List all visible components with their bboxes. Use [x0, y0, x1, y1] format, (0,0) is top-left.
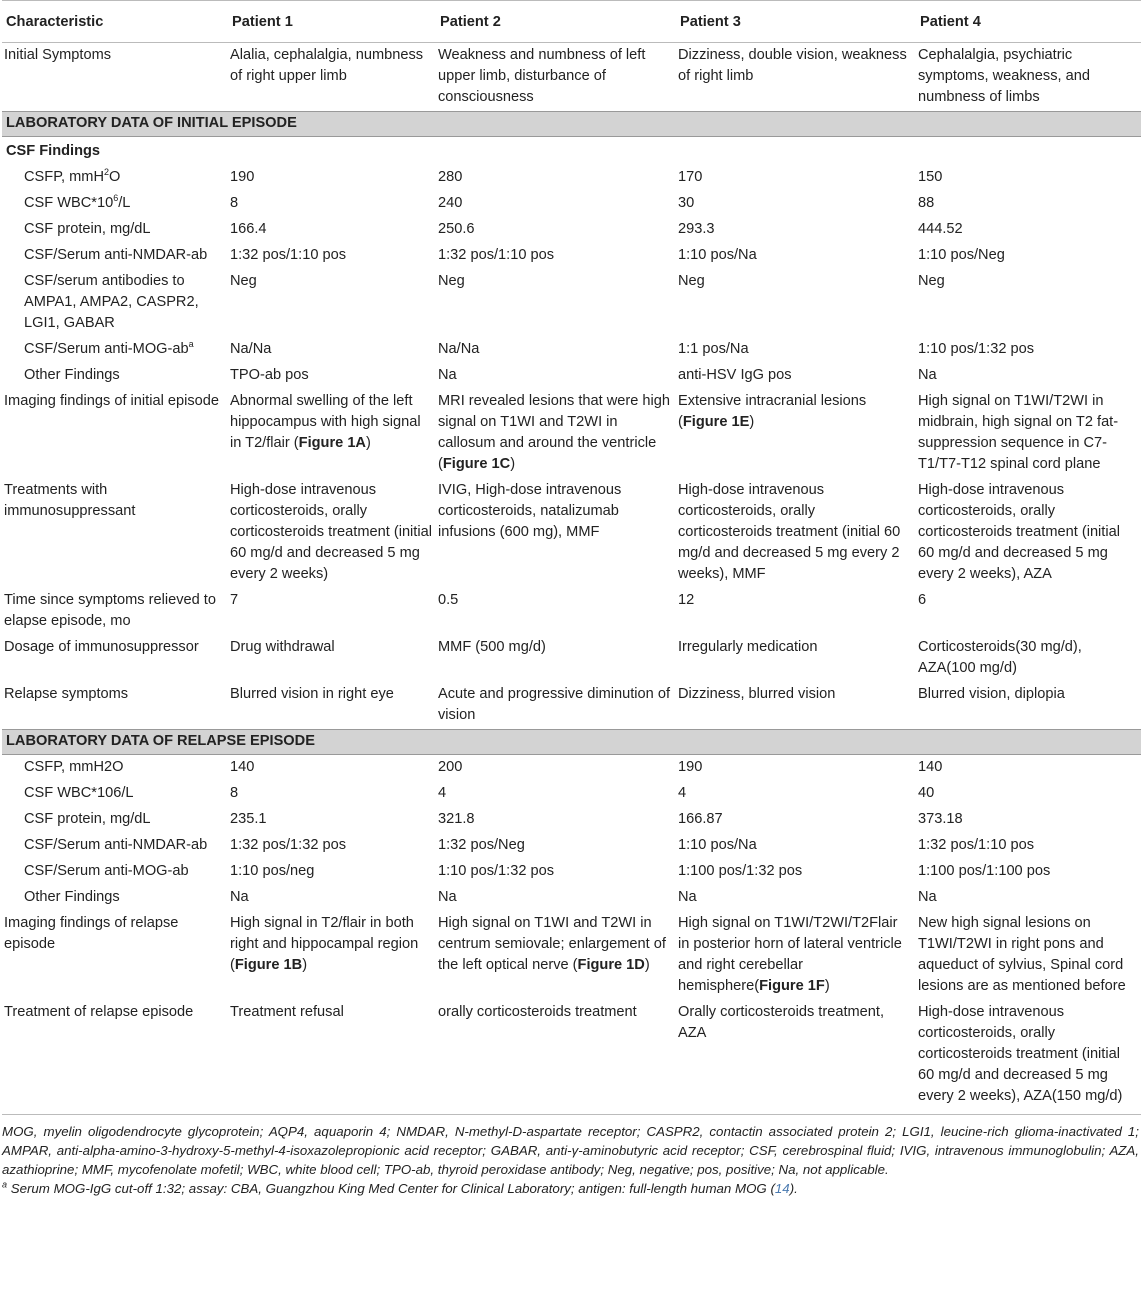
- table-cell: 12: [678, 592, 695, 608]
- table-cell: Alalia, cephalalgia, numbness of right upper limb: [230, 47, 424, 84]
- table-cell: [676, 911, 916, 1000]
- table-cell: Dizziness, double vision, weakness of right limb: [678, 47, 907, 84]
- row-label: CSF protein, mg/dL: [24, 221, 151, 237]
- table-cell: 1:1 pos/Na: [678, 341, 749, 357]
- table-cell: IVIG, High-dose intravenous corticosteroids, natalizumab infusions (600 mg), MMF: [438, 482, 622, 540]
- reference-link[interactable]: 14: [774, 1181, 790, 1196]
- row-label: [2, 191, 228, 217]
- section-header-initial: [2, 112, 1141, 137]
- table-row: [2, 1000, 1141, 1115]
- table-row: [2, 43, 1141, 112]
- label-text: /L: [118, 195, 131, 211]
- table-cell: Acute and progressive diminution of vision: [438, 686, 671, 723]
- table-row: [2, 682, 1141, 730]
- table-cell: 280: [438, 169, 463, 185]
- row-label: Other Findings: [24, 889, 120, 905]
- table-cell: High-dose intravenous corticosteroids, orally corticosteroids treatment (initial 60 mg/d and decreased 5 mg every 2 weeks): [230, 482, 432, 582]
- table-cell: 40: [918, 785, 935, 801]
- table-row: [2, 243, 1141, 269]
- cell-text: Abnormal swelling of the left hippocampus with high signal in T2/flair (: [230, 393, 421, 451]
- row-label: Imaging findings of initial episode: [4, 393, 219, 409]
- table-cell: 200: [438, 759, 463, 775]
- table-cell: 1:10 pos/Na: [678, 837, 757, 853]
- figure-reference: Figure 1C: [442, 456, 511, 472]
- table-row: [2, 911, 1141, 1000]
- table-cell: Na: [438, 367, 457, 383]
- table-row: [2, 635, 1141, 682]
- table-cell: 150: [918, 169, 943, 185]
- label-text: O: [109, 169, 121, 185]
- table-cell: Na: [438, 889, 457, 905]
- table-row: [2, 389, 1141, 478]
- table-cell: Corticosteroids(30 mg/d), AZA(100 mg/d): [918, 639, 1082, 676]
- row-label: Treatment of relapse episode: [2, 1000, 228, 1115]
- table-cell: 1:10 pos/1:32 pos: [438, 863, 555, 879]
- table-cell: Na/Na: [230, 341, 272, 357]
- cell-text: High signal on T1WI and T2WI in centrum semiovale; enlargement of the left optical nerve (: [438, 915, 666, 973]
- row-label: CSF/serum antibodies to AMPA1, AMPA2, CASPR2, LGI1, GABAR: [24, 273, 199, 331]
- table-cell: 1:10 pos/Na: [678, 247, 757, 263]
- table-cell: 1:32 pos/1:10 pos: [438, 247, 555, 263]
- table-cell: Dizziness, blurred vision: [678, 686, 836, 702]
- footnote-a-end: ).: [789, 1181, 798, 1196]
- table-cell: 166.4: [230, 221, 267, 237]
- label-superscript: a: [188, 339, 194, 350]
- row-label: [2, 165, 228, 191]
- table-row: [2, 269, 1141, 337]
- table-cell: 4: [678, 785, 687, 801]
- table-row: [2, 165, 1141, 191]
- table-row: [2, 588, 1141, 635]
- table-cell: Na: [918, 367, 937, 383]
- table-cell: [436, 389, 676, 478]
- table-cell: Na: [230, 889, 249, 905]
- table-cell: High-dose intravenous corticosteroids, orally corticosteroids treatment (initial 60 mg/d and decreased 5 mg every 2 weeks), MMF: [678, 482, 901, 582]
- table-cell: 190: [230, 169, 255, 185]
- table-cell: 1:100 pos/1:32 pos: [678, 863, 803, 879]
- label-superscript: 6: [113, 193, 119, 204]
- table-cell: 321.8: [438, 811, 475, 827]
- table-body: [2, 43, 1141, 1115]
- subheader-title: CSF Findings: [6, 143, 101, 159]
- column-header: Characteristic: [2, 1, 228, 43]
- table-cell: High-dose intravenous corticosteroids, orally corticosteroids treatment (initial 60 mg/d and decreased 5 mg every 2 weeks), AZA(150 mg/d): [916, 1000, 1141, 1115]
- cell-text: New high signal lesions on T1WI/T2WI in right pons and aqueduct of sylvius, Spinal cord lesions are as mentioned before: [918, 915, 1126, 994]
- table-cell: 373.18: [918, 811, 963, 827]
- table-cell: orally corticosteroids treatment: [436, 1000, 676, 1115]
- figure-reference: Figure 1A: [298, 435, 366, 451]
- row-label: CSF/Serum anti-NMDAR-ab: [24, 247, 208, 263]
- table-row: [2, 833, 1141, 859]
- table-cell: anti-HSV IgG pos: [678, 367, 792, 383]
- figure-reference: Figure 1D: [577, 957, 645, 973]
- table-cell: Blurred vision in right eye: [230, 686, 394, 702]
- table-cell: 4: [438, 785, 447, 801]
- label-text: CSFP, mmH: [24, 169, 105, 185]
- row-label: Relapse symptoms: [4, 686, 129, 702]
- table-cell: Neg: [438, 273, 465, 289]
- cell-text: ): [824, 978, 830, 994]
- cell-text: ): [302, 957, 308, 973]
- table-row: [2, 478, 1141, 588]
- table-cell: [228, 389, 436, 478]
- table-cell: Na: [678, 889, 697, 905]
- figure-reference: Figure 1B: [234, 957, 303, 973]
- cell-text: Extensive intracranial lesions (: [678, 393, 867, 430]
- row-label: Other Findings: [24, 367, 120, 383]
- table-row: [2, 217, 1141, 243]
- table-cell: Irregularly medication: [678, 639, 818, 655]
- table-cell: Na: [918, 889, 937, 905]
- column-header: Patient 1: [228, 1, 436, 43]
- cell-text: ): [644, 957, 650, 973]
- row-label: CSF protein, mg/dL: [24, 811, 151, 827]
- cell-text: ): [749, 414, 755, 430]
- table-cell: 240: [438, 195, 463, 211]
- row-label: CSF WBC*106/L: [24, 785, 134, 801]
- cell-text: MRI revealed lesions that were high signal on T1WI and T2WI in callosum and around the ventricle (: [438, 393, 670, 472]
- row-label: Dosage of immunosuppressor: [4, 639, 199, 655]
- table-cell: Blurred vision, diplopia: [918, 686, 1065, 702]
- row-label: Treatments with immunosuppressant: [4, 482, 136, 519]
- table-cell: 293.3: [678, 221, 715, 237]
- table-cell: 1:32 pos/1:10 pos: [230, 247, 347, 263]
- subheader-row: [2, 137, 1141, 166]
- table-cell: 1:10 pos/1:32 pos: [918, 341, 1035, 357]
- table-cell: 30: [678, 195, 695, 211]
- table-cell: Neg: [918, 273, 945, 289]
- table-row: [2, 191, 1141, 217]
- cell-text: High signal in T2/flair in both right and hippocampal region (: [230, 915, 419, 973]
- table-cell: 7: [230, 592, 239, 608]
- footnote-abbreviations: MOG, myelin oligodendrocyte glycoprotein; AQP4, aquaporin 4; NMDAR, N-methyl-D-aspartate receptor; CASPR2, contactin associated protein 2; LGI1, leucine-rich glioma-inactivated 1; AMPAR, anti-alpha-amino-3-hydroxy-5-methyl-4-isoxazolepropionic acid receptor; GABAR, anti-γ-aminobutyric acid receptor; CSF, cerebrospinal fluid; IVIG, intravenous immunoglobulin; AZA, azathioprine; MMF, mycofenolate mofetil; WBC, white blood cell; TPO-ab, thyroid peroxidase antibody; Neg, negative; pos, positive; Na, not applicable.: [2, 1124, 1139, 1177]
- table-cell: [676, 389, 916, 478]
- table-cell: 8: [230, 195, 239, 211]
- row-label: Initial Symptoms: [4, 47, 112, 63]
- table-cell: Drug withdrawal: [230, 639, 335, 655]
- row-label: Time since symptoms relieved to elapse episode, mo: [4, 592, 216, 629]
- header-row: [2, 1, 1141, 43]
- table-cell: 170: [678, 169, 703, 185]
- table-cell: 1:32 pos/Neg: [438, 837, 525, 853]
- figure-reference: Figure 1E: [682, 414, 750, 430]
- table-cell: 8: [230, 785, 239, 801]
- cell-text: High signal on T1WI/T2WI in midbrain, high signal on T2 fat-suppression sequence in C7-T1/T7-T12 spinal cord plane: [918, 393, 1119, 472]
- table-cell: [916, 911, 1141, 1000]
- row-label: CSF/Serum anti-MOG-ab: [24, 863, 189, 879]
- table-row: [2, 885, 1141, 911]
- column-header: Patient 3: [676, 1, 916, 43]
- table-cell: 1:10 pos/neg: [230, 863, 315, 879]
- cell-text: ): [510, 456, 516, 472]
- table-cell: 0.5: [438, 592, 459, 608]
- table-row: [2, 859, 1141, 885]
- cell-text: ): [365, 435, 371, 451]
- label-text: CSF WBC*10: [24, 195, 114, 211]
- column-header: Patient 2: [436, 1, 676, 43]
- table-cell: 1:32 pos/1:32 pos: [230, 837, 347, 853]
- table-cell: 88: [918, 195, 935, 211]
- table-cell: Neg: [230, 273, 257, 289]
- table-cell: 166.87: [678, 811, 723, 827]
- table-row: [2, 807, 1141, 833]
- footnote-a-text: Serum MOG-IgG cut-off 1:32; assay: CBA, Guangzhou King Med Center for Clinical Laboratory; antigen: full-length human MOG (: [7, 1181, 775, 1196]
- cell-text: High signal on T1WI/T2WI/T2Flair in posterior horn of lateral ventricle and right cerebellar hemisphere(: [678, 915, 902, 994]
- table-cell: [916, 389, 1141, 478]
- figure-reference: Figure 1F: [759, 978, 825, 994]
- footnote-marker: a: [2, 1179, 8, 1190]
- table-cell: Na/Na: [438, 341, 480, 357]
- table-cell: 250.6: [438, 221, 475, 237]
- row-label: [2, 337, 228, 363]
- table-cell: 235.1: [230, 811, 267, 827]
- footnote-a: [2, 1179, 1139, 1198]
- table-cell: Weakness and numbness of left upper limb, disturbance of consciousness: [438, 47, 646, 105]
- section-header-relapse: [2, 730, 1141, 755]
- table-footnotes: [0, 1115, 1143, 1198]
- table-cell: 444.52: [918, 221, 963, 237]
- table-cell: 1:100 pos/1:100 pos: [918, 863, 1051, 879]
- row-label: CSFP, mmH2O: [24, 759, 124, 775]
- table-cell: 140: [230, 759, 255, 775]
- table-cell: 1:32 pos/1:10 pos: [918, 837, 1035, 853]
- label-text: CSF/Serum anti-MOG-ab: [24, 341, 189, 357]
- table-row: [2, 781, 1141, 807]
- table-cell: 6: [918, 592, 927, 608]
- table-cell: 140: [918, 759, 943, 775]
- table-cell: High-dose intravenous corticosteroids, orally corticosteroids treatment (initial 60 mg/d and decreased 5 mg every 2 weeks), AZA: [918, 482, 1120, 582]
- patient-characteristics-table: [2, 0, 1141, 1115]
- table-cell: TPO-ab pos: [230, 367, 309, 383]
- table-cell: Cephalalgia, psychiatric symptoms, weakness, and numbness of limbs: [918, 47, 1090, 105]
- section-title: LABORATORY DATA OF INITIAL EPISODE: [2, 112, 1141, 137]
- column-header: Patient 4: [916, 1, 1141, 43]
- label-superscript: 2: [104, 167, 110, 178]
- table-row: [2, 337, 1141, 363]
- section-title: LABORATORY DATA OF RELAPSE EPISODE: [2, 730, 1141, 755]
- table-cell: 1:10 pos/Neg: [918, 247, 1005, 263]
- row-label: Imaging findings of relapse episode: [4, 915, 179, 952]
- table-cell: Treatment refusal: [228, 1000, 436, 1115]
- table-cell: [436, 911, 676, 1000]
- table-cell: MMF (500 mg/d): [438, 639, 546, 655]
- table-cell: Neg: [678, 273, 705, 289]
- table-cell: [228, 911, 436, 1000]
- table-row: [2, 755, 1141, 782]
- table-cell: Orally corticosteroids treatment, AZA: [676, 1000, 916, 1115]
- table-cell: 190: [678, 759, 703, 775]
- row-label: CSF/Serum anti-NMDAR-ab: [24, 837, 208, 853]
- table-row: [2, 363, 1141, 389]
